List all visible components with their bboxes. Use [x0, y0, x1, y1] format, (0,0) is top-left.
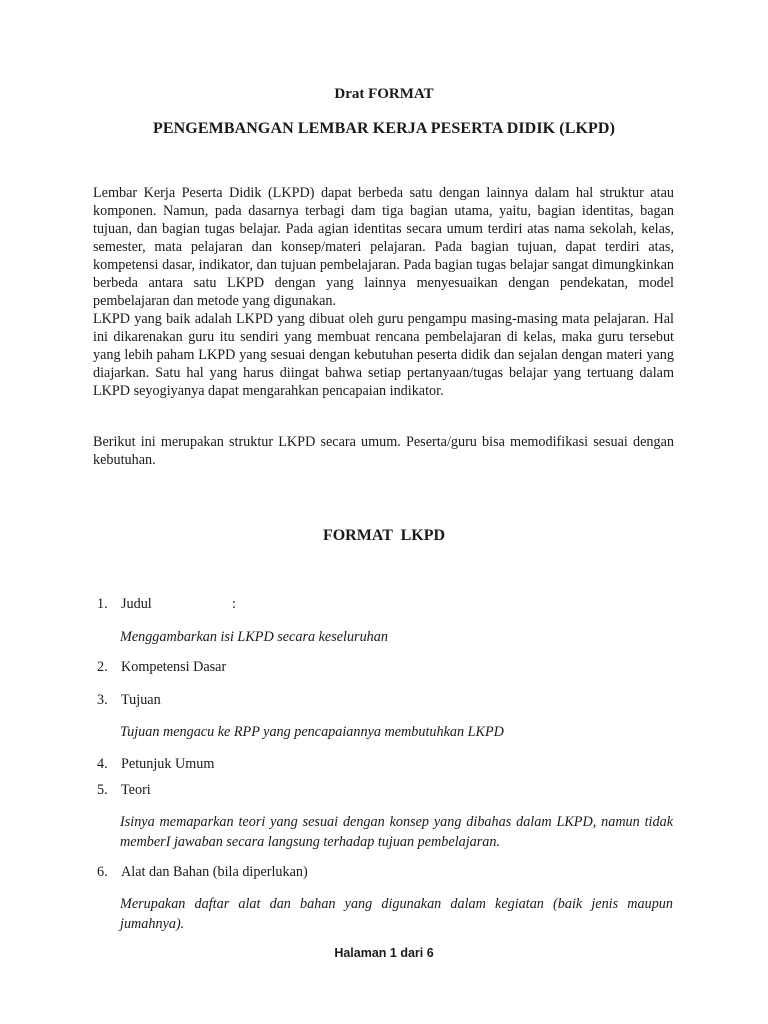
paragraph-structure: Lembar Kerja Peserta Didik (LKPD) dapat berbeda satu dengan lainnya dalam hal struktur atau komponen. Namun, pada dasarnya terbagi dam tiga bagian utama, yaitu, bagian identitas, bagan tujuan, dan bagian tugas belajar. Pada agian identitas secara umum terdiri atas nama sekolah, kelas, semester, mata pelajaran dan konsep/materi pelajaran. Pada bagian tujuan, dapat terdiri atas, kompetensi dasar, indikator, dan tujuan pembelajaran. Pada bagian tugas belajar sangat dimungkinkan berbeda antara satu LKPD dengan yang lainnya menyesuaikan dengan pendekatan, model pembelajaran dan metode yang digunakan.: [93, 185, 674, 309]
list-item-description: Merupakan daftar alat dan bahan yang digunakan dalam kegiatan (baik jenis maupun jumahnya).: [120, 896, 673, 932]
list-item-number: 4.: [97, 756, 108, 772]
list-item-petunjuk-umum: [97, 755, 214, 773]
list-item-label: Petunjuk Umum: [121, 756, 215, 772]
list-item-label: Judul: [121, 596, 152, 612]
list-item-number: 1.: [97, 596, 108, 612]
paragraph-good-lkpd: LKPD yang baik adalah LKPD yang dibuat oleh guru pengampu masing-masing mata pelajaran. Hal ini dikarenakan guru itu sendiri yang membuat rencana pembelajaran di kelas, maka guru tersebut yang lebih paham LKPD yang sesuai dengan kebutuhan peserta didik dan sejalan dengan materi yang diajarkan. Satu hal yang harus diingat bahwa setiap pertanyaan/tugas belajar yang tertuang dalam LKPD seyogiyanya dapat mengarahkan pencapaian indikator.: [93, 311, 674, 399]
list-item-label: Alat dan Bahan (bila diperlukan): [121, 864, 308, 880]
page-number: Halaman 1 dari 6: [334, 946, 434, 960]
list-item-label: Tujuan: [121, 692, 161, 708]
list-item-label: Teori: [121, 782, 151, 798]
list-item-label: Kompetensi Dasar: [121, 659, 227, 675]
list-item-teori: [97, 781, 151, 799]
list-item-number: 3.: [97, 692, 108, 708]
list-item-number: 2.: [97, 659, 108, 675]
format-heading: FORMAT LKPD: [322, 527, 446, 544]
list-item-number: 5.: [97, 782, 108, 798]
list-item-judul: [97, 595, 236, 613]
document-label: Drat FORMAT: [334, 86, 434, 102]
list-item-number: 6.: [97, 864, 108, 880]
list-item-colon: :: [232, 596, 236, 612]
list-item-description: Isinya memaparkan teori yang sesuai dengan konsep yang dibahas dalam LKPD, namun tidak memberI jawaban secara langsung terhadap tujuan pembelajaran.: [120, 814, 673, 850]
list-item-alat-bahan: [97, 863, 308, 881]
list-item-tujuan: [97, 691, 161, 709]
document-title: PENGEMBANGAN LEMBAR KERJA PESERTA DIDIK (LKPD): [153, 120, 615, 137]
list-item-description: Menggambarkan isi LKPD secara keseluruhan: [120, 629, 388, 645]
list-item-kompetensi-dasar: [97, 658, 226, 676]
paragraph-intro-format: Berikut ini merupakan struktur LKPD secara umum. Peserta/guru bisa memodifikasi sesuai dengan kebutuhan.: [93, 434, 674, 468]
list-item-description: Tujuan mengacu ke RPP yang pencapaiannya membutuhkan LKPD: [120, 724, 504, 740]
